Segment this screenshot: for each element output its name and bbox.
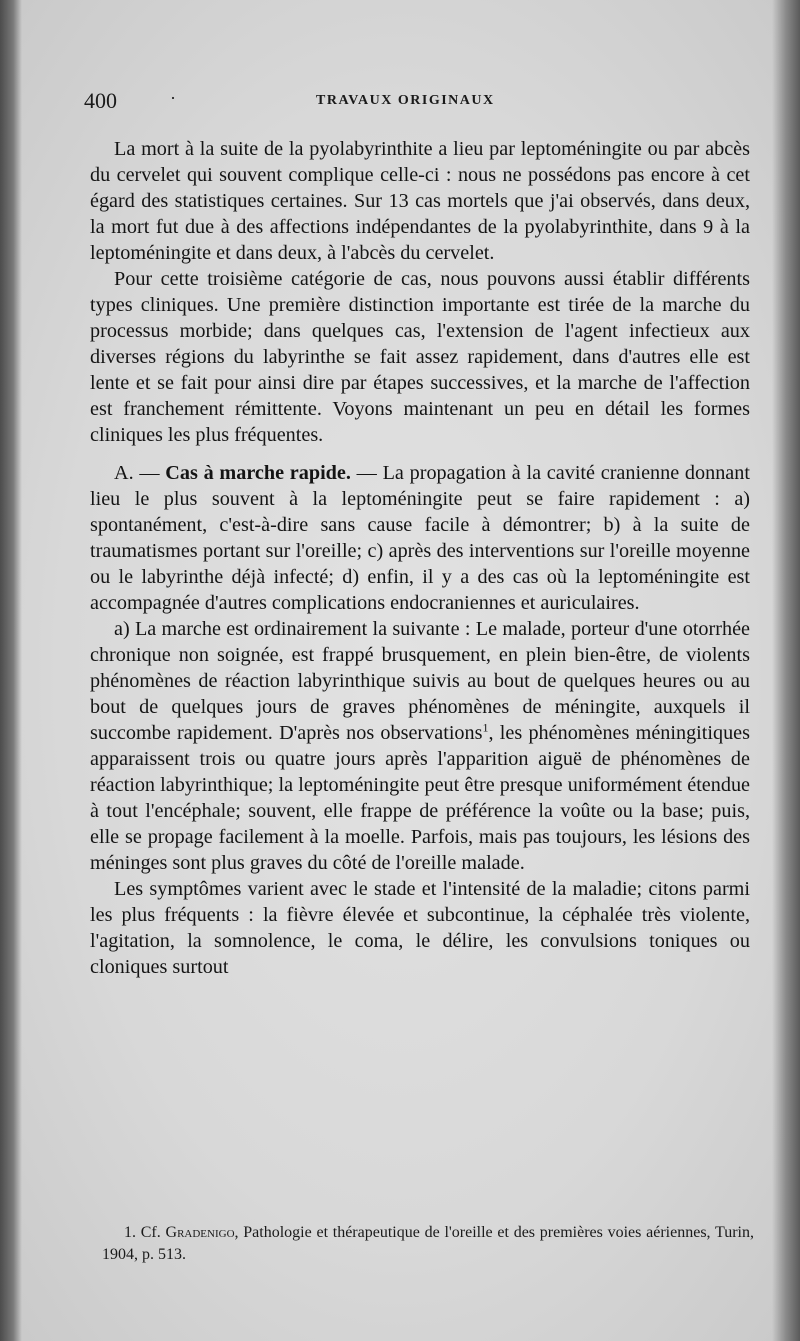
paragraph-marche [90,616,750,876]
paragraph-mort: La mort à la suite de la pyolabyrinthite a lieu par leptoméningite ou par abcès du cervelet qui souvent complique celle-ci : nous ne possédons pas encore à cet égard des statistiques certaines. Sur 13 cas mortels que j'ai observés, dans deux, la mort fut due à des affections indépendantes de la pyolabyrinthite, dans 9 à la leptoméningite et dans deux, à l'abcès du cervelet. [90,138,750,264]
section-a-prefix: A. — [114,462,166,484]
section-a-heading: Cas à marche rapide. [165,462,351,484]
paragraph-marche-part-2: , les phénomènes méningitiques apparaissent trois ou quatre jours après l'apparition aiguë de phénomènes de réaction labyrinthique; la leptoméningite peut être presque uniformément étendue à tout l'encéphale; souvent, elle frappe de préférence la voûte ou la base; puis, elle se propage facilement à la moelle. Parfois, mais pas toujours, les lésions des méninges sont plus graves du côté de l'oreille malade. [90,722,751,874]
footnote [102,1222,754,1266]
page-number: 400 [84,88,117,113]
section-a-text: — La propagation à la cavité cranienne donnant lieu le plus souvent à la leptoméningite peut se faire rapidement : a) spontanément, c'est-à-dire sans cause facile à démontrer; b) à la suite de traumatismes portant sur l'oreille; c) après des interventions sur l'oreille moyenne ou le labyrinthe déjà infecté; d) enfin, il y a des cas où la leptoméningite est accompagnée d'autres complications endocraniennes et auriculaires. [90,462,750,614]
footnote-marker: 1. Cf. [124,1224,166,1241]
page-shadow-left [0,0,22,1341]
footnote-text: , Pathologie et thérapeutique de l'oreille et des premières voies aériennes, Turin, 1904, p. 513. [102,1224,754,1263]
paragraph-symptomes: Les symptômes varient avec le stade et l'intensité de la maladie; citons parmi les plus fréquents : la fièvre élevée et subcontinue, la céphalée très violente, l'agitation, la somnolence, le coma, le délire, les convulsions toniques ou cloniques surtout [90,878,750,978]
header-separator: · [170,88,176,108]
paragraph-section-a [90,460,750,616]
page-shadow-right [772,0,800,1341]
footnote-reference[interactable]: 1 [482,720,489,735]
body-text [90,136,750,980]
footnote-author: Gradenigo [165,1224,235,1241]
paragraph-marche-part-1: a) La marche est ordinairement la suivante : Le malade, porteur d'une otorrhée chronique non soignée, est frappé brusquement, en plein bien-être, de violents phénomènes de réaction labyrinthique suivis au bout de quelques heures ou au bout de quelques jours de graves phénomènes de méningite, auxquels il succombe rapidement. D'après nos observations [90,618,750,744]
paragraph-categorie: Pour cette troisième catégorie de cas, nous pouvons aussi établir différents types cliniques. Une première distinction importante est tirée de la marche du processus morbide; dans quelques cas, l'extension de l'agent infectieux aux diverses régions du labyrinthe se fait assez rapidement, dans d'autres elle est lente et se fait pour ainsi dire par étapes successives, et la marche de l'affection est franchement rémittente. Voyons maintenant un peu en détail les formes cliniques les plus fréquentes. [90,268,750,446]
running-head: TRAVAUX ORIGINAUX [316,93,495,108]
page-header [84,88,744,118]
